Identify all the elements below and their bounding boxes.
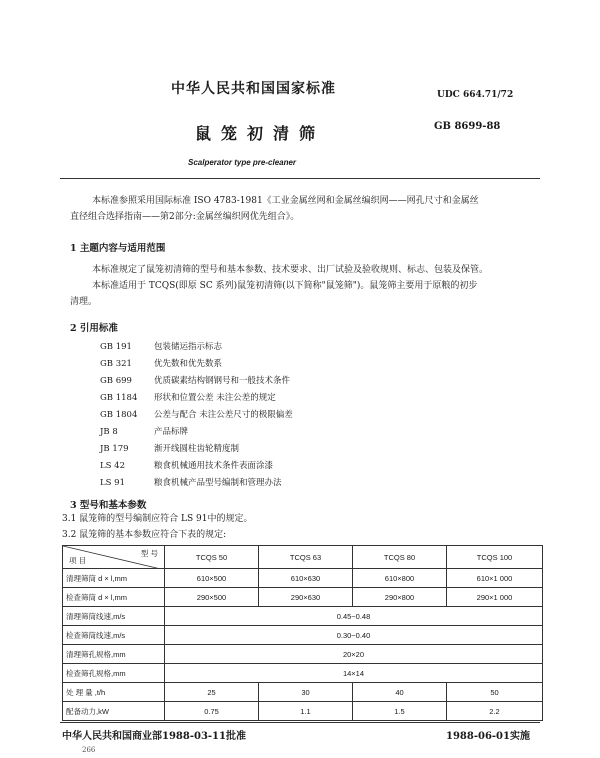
table-row xyxy=(63,664,543,683)
reference-item: GB 1184 形状和位置公差 未注公差的规定 xyxy=(100,393,276,403)
row-label: 清理筛筒 d × l,mm xyxy=(63,569,165,588)
section-1-heading: 1 主题内容与适用范围 xyxy=(70,243,166,254)
section-1-line-1: 本标准规定了鼠笼初清筛的型号和基本参数、技术要求、出厂试验及验收规则、标志、包装及保管。 xyxy=(92,265,489,275)
table-cell: 290×1 000 xyxy=(447,588,543,607)
corner-bottom-label: 项 目 xyxy=(69,556,87,565)
standard-header-title: 中华人民共和国国家标准 xyxy=(171,81,336,97)
table-cell-span: 0.45~0.48 xyxy=(165,607,543,626)
reference-item: LS 42 粮食机械通用技术条件表面涂漆 xyxy=(100,461,274,471)
table-cell: 50 xyxy=(447,683,543,702)
table-cell: 25 xyxy=(165,683,259,702)
row-label: 处 理 量 ,t/h xyxy=(63,683,165,702)
model-header: TCQS 63 xyxy=(259,546,353,569)
row-label: 清理筛筒线速,m/s xyxy=(63,607,165,626)
table-row xyxy=(63,645,543,664)
table-cell-span: 20×20 xyxy=(165,645,543,664)
model-header: TCQS 80 xyxy=(353,546,447,569)
table-cell: 0.75 xyxy=(165,702,259,721)
row-label: 检查筛筒 d × l,mm xyxy=(63,588,165,607)
model-header: TCQS 50 xyxy=(165,546,259,569)
document-subtitle-english: Scalperator type pre-cleaner xyxy=(188,158,297,167)
section-1-line-3: 清理。 xyxy=(70,297,98,307)
reference-item: GB 191 包装储运指示标志 xyxy=(100,342,223,352)
reference-item: LS 91 粮食机械产品型号编制和管理办法 xyxy=(100,478,282,488)
table-row xyxy=(63,588,543,607)
effective-date: 1988-06-01实施 xyxy=(446,731,530,742)
section-1-line-2: 本标准适用于 TCQS(即原 SC 系列)鼠笼初清筛(以下简称"鼠笼筛")。鼠笼筛主要用于原粮的初步 xyxy=(92,281,478,291)
clause-3-2: 3.2 鼠笼筛的基本参数应符合下表的规定: xyxy=(62,530,227,540)
model-header: TCQS 100 xyxy=(447,546,543,569)
row-label: 检查筛孔规格,mm xyxy=(63,664,165,683)
row-label: 清理筛孔规格,mm xyxy=(63,645,165,664)
table-row xyxy=(63,626,543,645)
table-cell: 610×800 xyxy=(353,569,447,588)
table-row xyxy=(63,683,543,702)
header-divider xyxy=(60,178,540,179)
reference-item: GB 699 优质碳素结构钢钢号和一般技术条件 xyxy=(100,376,291,386)
corner-cell xyxy=(63,546,165,569)
clause-3-1: 3.1 鼠笼筛的型号编制应符合 LS 91中的规定。 xyxy=(62,514,253,524)
corner-top-label: 型 号 xyxy=(140,549,158,558)
reference-item: GB 321 优先数和优先数系 xyxy=(100,359,223,369)
table-cell: 40 xyxy=(353,683,447,702)
row-label: 配备动力,kW xyxy=(63,702,165,721)
table-cell-span: 0.30~0.40 xyxy=(165,626,543,645)
gb-number: GB 8699-88 xyxy=(434,121,501,132)
section-2-heading: 2 引用标准 xyxy=(70,323,118,334)
intro-line-2: 直径组合选择指南——第2部分:金属丝编织网优先组合》。 xyxy=(70,212,300,222)
document-title: 鼠笼初清筛 xyxy=(195,124,326,143)
table-cell: 610×500 xyxy=(165,569,259,588)
reference-item: JB 179 渐开线圆柱齿轮精度制 xyxy=(100,444,240,454)
table-cell: 610×630 xyxy=(259,569,353,588)
row-label: 检查筛筒线速,m/s xyxy=(63,626,165,645)
table-cell: 30 xyxy=(259,683,353,702)
udc-number: UDC 664.71/72 xyxy=(437,90,514,100)
page-number: 266 xyxy=(82,746,96,754)
table-row xyxy=(63,569,543,588)
reference-item: JB 8 产品标牌 xyxy=(100,427,189,437)
table-cell-span: 14×14 xyxy=(165,664,543,683)
table-cell: 2.2 xyxy=(447,702,543,721)
basic-parameters-table xyxy=(62,545,543,721)
section-3-heading: 3 型号和基本参数 xyxy=(70,500,147,511)
table-cell: 290×500 xyxy=(165,588,259,607)
table-cell: 290×800 xyxy=(353,588,447,607)
footer-divider xyxy=(60,722,540,723)
table-header-row xyxy=(63,546,543,569)
table-cell: 290×630 xyxy=(259,588,353,607)
table-cell: 1.1 xyxy=(259,702,353,721)
reference-item: GB 1804 公差与配合 未注公差尺寸的极限偏差 xyxy=(100,410,293,420)
table-cell: 1.5 xyxy=(353,702,447,721)
table-row xyxy=(63,607,543,626)
table-cell: 610×1 000 xyxy=(447,569,543,588)
approval-statement: 中华人民共和国商业部1988-03-11批准 xyxy=(62,731,246,742)
table-row xyxy=(63,702,543,721)
intro-line-1: 本标准参照采用国际标准 ISO 4783-1981《工业金属丝网和金属丝编织网——网孔尺寸和金属丝 xyxy=(92,196,479,206)
